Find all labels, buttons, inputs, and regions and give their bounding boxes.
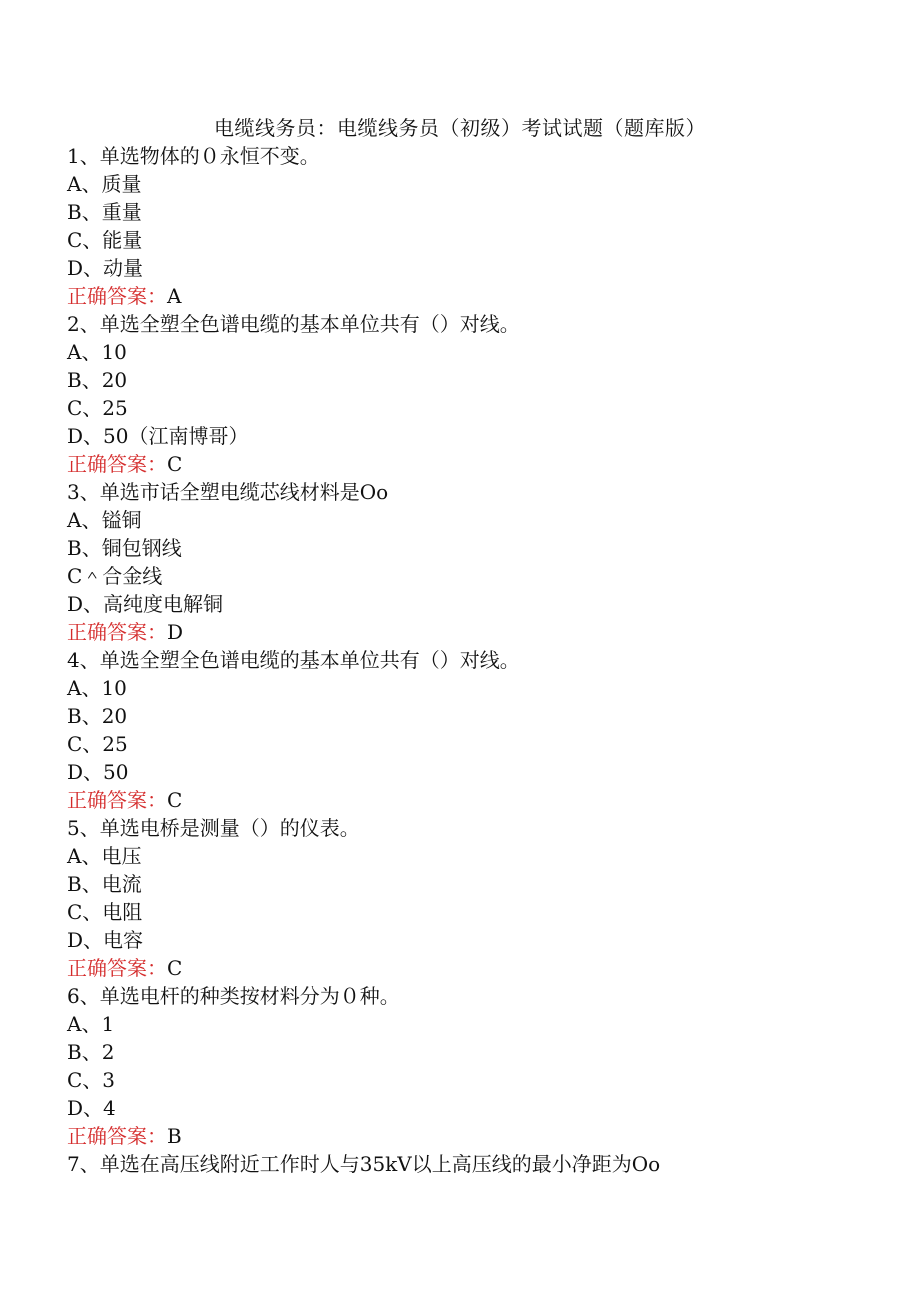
question-2-option-b: B、20	[67, 368, 128, 392]
answer-value: D	[167, 620, 184, 644]
answer-label: 正确答案：	[67, 788, 167, 812]
question-6-text: 6、单选电杆的种类按材料分为０种。	[67, 984, 400, 1008]
question-3-text: 3、单选市话全塑电缆芯线材料是Oo	[67, 480, 389, 504]
answer-value: B	[167, 1124, 182, 1148]
question-5-answer	[67, 954, 887, 982]
question-4-text: 4、单选全塑全色谱电缆的基本单位共有（）对线。	[67, 648, 520, 672]
question-3-option-a: A、镒铜	[67, 508, 142, 532]
answer-label: 正确答案：	[67, 620, 167, 644]
question-2-option-d: D、50（江南博哥）	[67, 424, 249, 448]
answer-value: C	[167, 788, 183, 812]
question-6-option-c: C、3	[67, 1068, 116, 1092]
question-7-text: 7、单选在高压线附近工作时人与35kV以上高压线的最小净距为Oo	[67, 1152, 661, 1176]
question-1-option-b: B、重量	[67, 200, 142, 224]
question-5-text: 5、单选电桥是测量（）的仪表。	[67, 816, 360, 840]
question-5-option-b: B、电流	[67, 872, 142, 896]
question-2-answer	[67, 450, 887, 478]
question-6-option-a: A、1	[67, 1012, 115, 1036]
answer-value: C	[167, 452, 183, 476]
question-2-option-c: C、25	[67, 396, 128, 420]
answer-label: 正确答案：	[67, 1124, 167, 1148]
question-1-option-a: A、质量	[67, 172, 142, 196]
question-4-answer	[67, 786, 887, 814]
answer-value: C	[167, 956, 183, 980]
question-4-option-c: C、25	[67, 732, 128, 756]
question-5-option-d: D、电容	[67, 928, 144, 952]
question-4-option-b: B、20	[67, 704, 128, 728]
document-title: 电缆线务员：电缆线务员（初级）考试试题（题库版）	[214, 116, 706, 140]
question-3-option-c: C＾合金线	[67, 564, 163, 588]
question-2-option-a: A、10	[67, 340, 127, 364]
question-1-answer	[67, 282, 887, 310]
question-4-option-a: A、10	[67, 676, 127, 700]
question-6-answer	[67, 1122, 887, 1150]
question-2-text: 2、单选全塑全色谱电缆的基本单位共有（）对线。	[67, 312, 520, 336]
answer-label: 正确答案：	[67, 284, 167, 308]
question-3-answer	[67, 618, 887, 646]
question-3-option-b: B、铜包钢线	[67, 536, 182, 560]
answer-value: A	[167, 284, 182, 308]
answer-label: 正确答案：	[67, 956, 167, 980]
question-5-option-c: C、电阻	[67, 900, 143, 924]
question-1-option-c: C、能量	[67, 228, 143, 252]
answer-label: 正确答案：	[67, 452, 167, 476]
question-5-option-a: A、电压	[67, 844, 142, 868]
question-4-option-d: D、50	[67, 760, 129, 784]
question-3-option-d: D、高纯度电解铜	[67, 592, 224, 616]
question-list	[67, 142, 887, 1178]
question-6-option-b: B、2	[67, 1040, 115, 1064]
question-1-option-d: D、动量	[67, 256, 144, 280]
question-6-option-d: D、4	[67, 1096, 116, 1120]
question-1-text: 1、单选物体的０永恒不变。	[67, 144, 320, 168]
